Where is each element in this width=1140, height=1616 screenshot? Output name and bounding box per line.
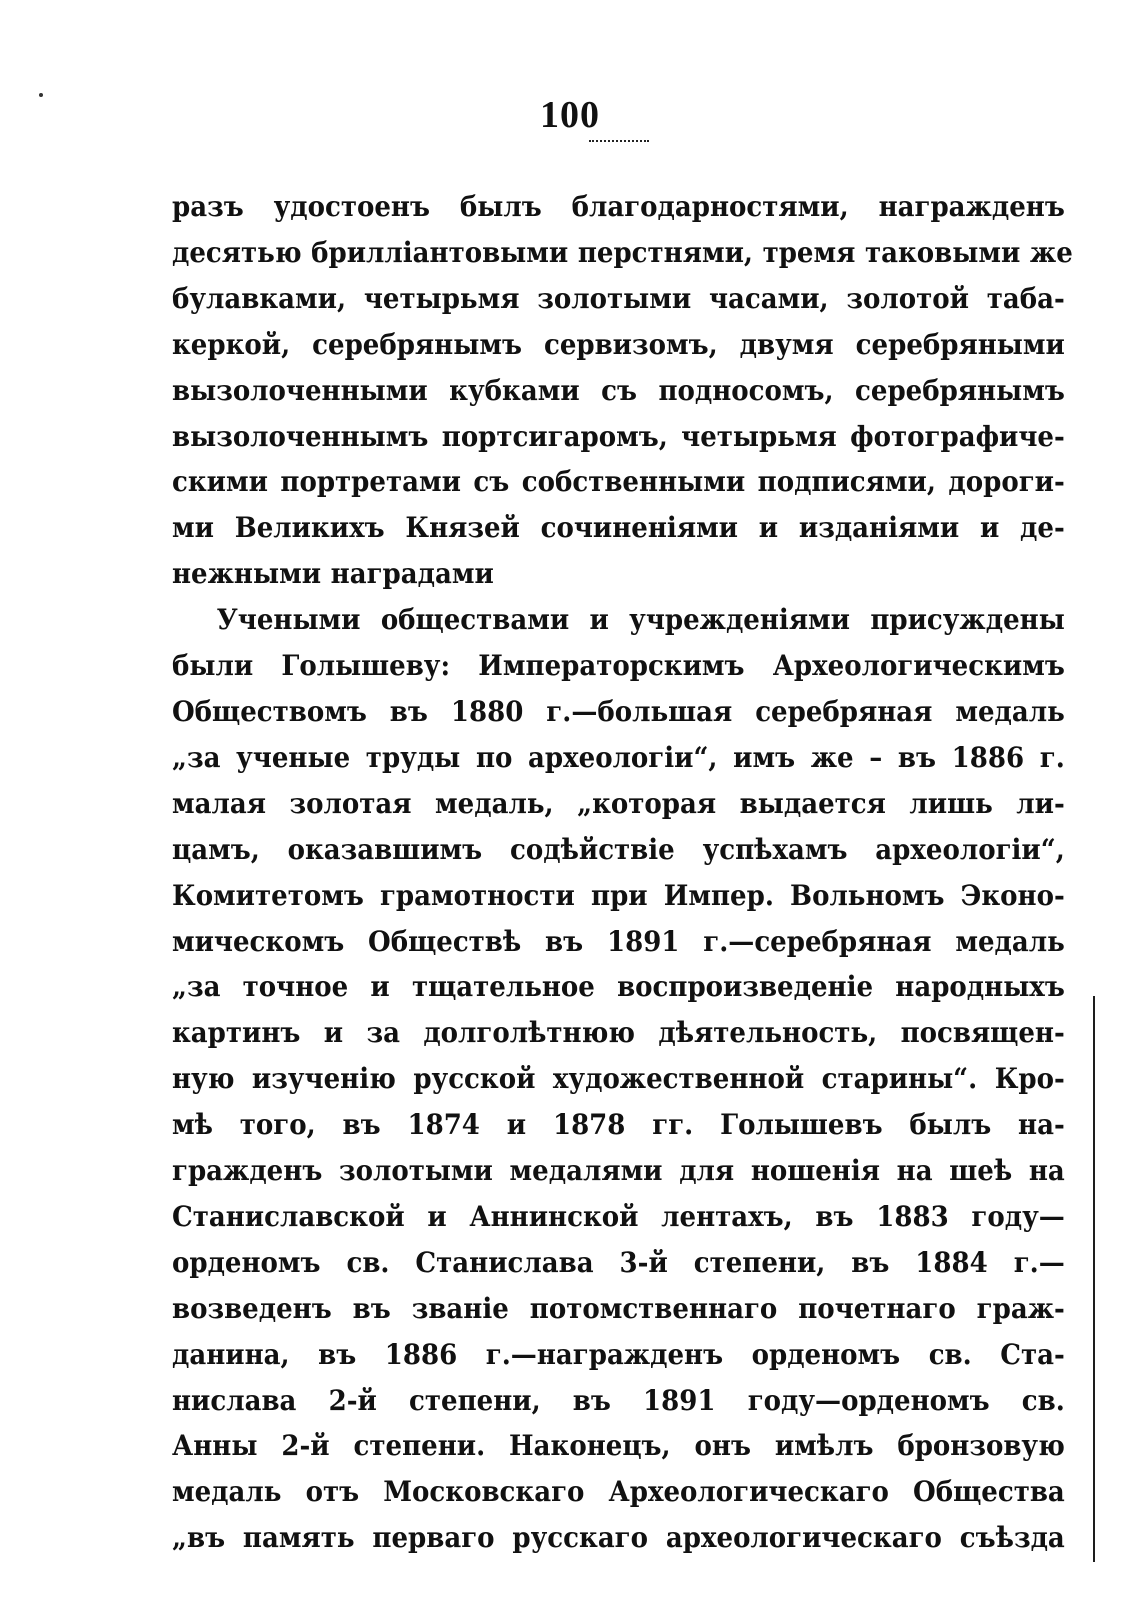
text-line-3: булавками, четырьмя золотыми часами, золотой таба- (172, 281, 1065, 315)
text-line-8: ми Великихъ Князей сочиненiями и изданiями и де- (172, 511, 1065, 545)
text-line-21: мѣ того, въ 1874 и 1878 гг. Голышевъ былъ на- (172, 1108, 1065, 1142)
body-text (172, 184, 1073, 1561)
text-line-6: вызолоченнымъ портсигаромъ, четырьмя фотографиче- (172, 419, 1065, 453)
text-line-11: были Голышеву: Императорскимъ Археологическимъ (172, 649, 1065, 683)
text-line-17: мическомъ Обществѣ въ 1891 г.—серебряная медаль (172, 924, 1065, 958)
text-line-14: малая золотая медаль, „которая выдается лишь ли- (172, 786, 1065, 820)
text-line-4: керкой, серебрянымъ сервизомъ, двумя серебряными (172, 327, 1065, 361)
text-line-16: Комитетомъ грамотности при Импер. Вольномъ Эконо- (172, 878, 1065, 912)
text-line-18: „за точное и тщательное воспроизведенiе народныхъ (172, 970, 1065, 1004)
text-line-22: гражденъ золотыми медалями для ношенiя на шеѣ на (172, 1154, 1065, 1188)
text-line-24: орденомъ св. Станислава 3-й степени, въ 1884 г.— (172, 1245, 1065, 1279)
text-line-25: возведенъ въ званiе потомственнаго почетнаго граж- (172, 1291, 1065, 1325)
text-line-30: „въ память перваго русскаго археологическаго съѣзда (172, 1521, 1065, 1555)
text-line-7: скими портретами съ собственными подписями, дороги- (172, 465, 1065, 499)
text-line-15: цамъ, оказавшимъ содѣйствiе успѣхамъ археологiи“, (172, 832, 1065, 866)
text-line-29: медаль отъ Московскаго Археологическаго Общества (172, 1475, 1065, 1509)
text-line-10: Учеными обществами и учрежденiями присуждены (216, 603, 1065, 637)
text-line-13: „за ученые труды по археологiи“, имъ же – въ 1886 г. (172, 740, 1065, 774)
text-line-26: данина, въ 1886 г.—награжденъ орденомъ св. Ста- (172, 1337, 1065, 1371)
text-line-23: Станиславской и Аннинской лентахъ, въ 1883 году— (172, 1199, 1065, 1233)
text-line-2: десятью бриллiантовыми перстнями, тремя таковыми же (172, 235, 1073, 269)
text-line-1: разъ удостоенъ былъ благодарностями, награжденъ (172, 190, 1065, 223)
text-line-5: вызолоченными кубками съ подносомъ, серебрянымъ (172, 373, 1065, 407)
text-line-12: Обществомъ въ 1880 г.—большая серебряная медаль (172, 694, 1065, 728)
text-line-28: Анны 2-й степени. Наконецъ, онъ имѣлъ бронзовую (172, 1429, 1065, 1463)
text-line-20: ную изученiю русской художественной старины“. Кро- (172, 1062, 1065, 1096)
page-number-underline (589, 140, 649, 142)
page-number: 100 (540, 94, 600, 136)
margin-rule (1093, 996, 1095, 1562)
text-line-9: нежными наградами (172, 557, 494, 591)
text-line-27: нислава 2-й степени, въ 1891 году—орденомъ св. (172, 1383, 1065, 1417)
text-line-19: картинъ и за долголѣтнюю дѣятельность, посвящен- (172, 1016, 1065, 1050)
